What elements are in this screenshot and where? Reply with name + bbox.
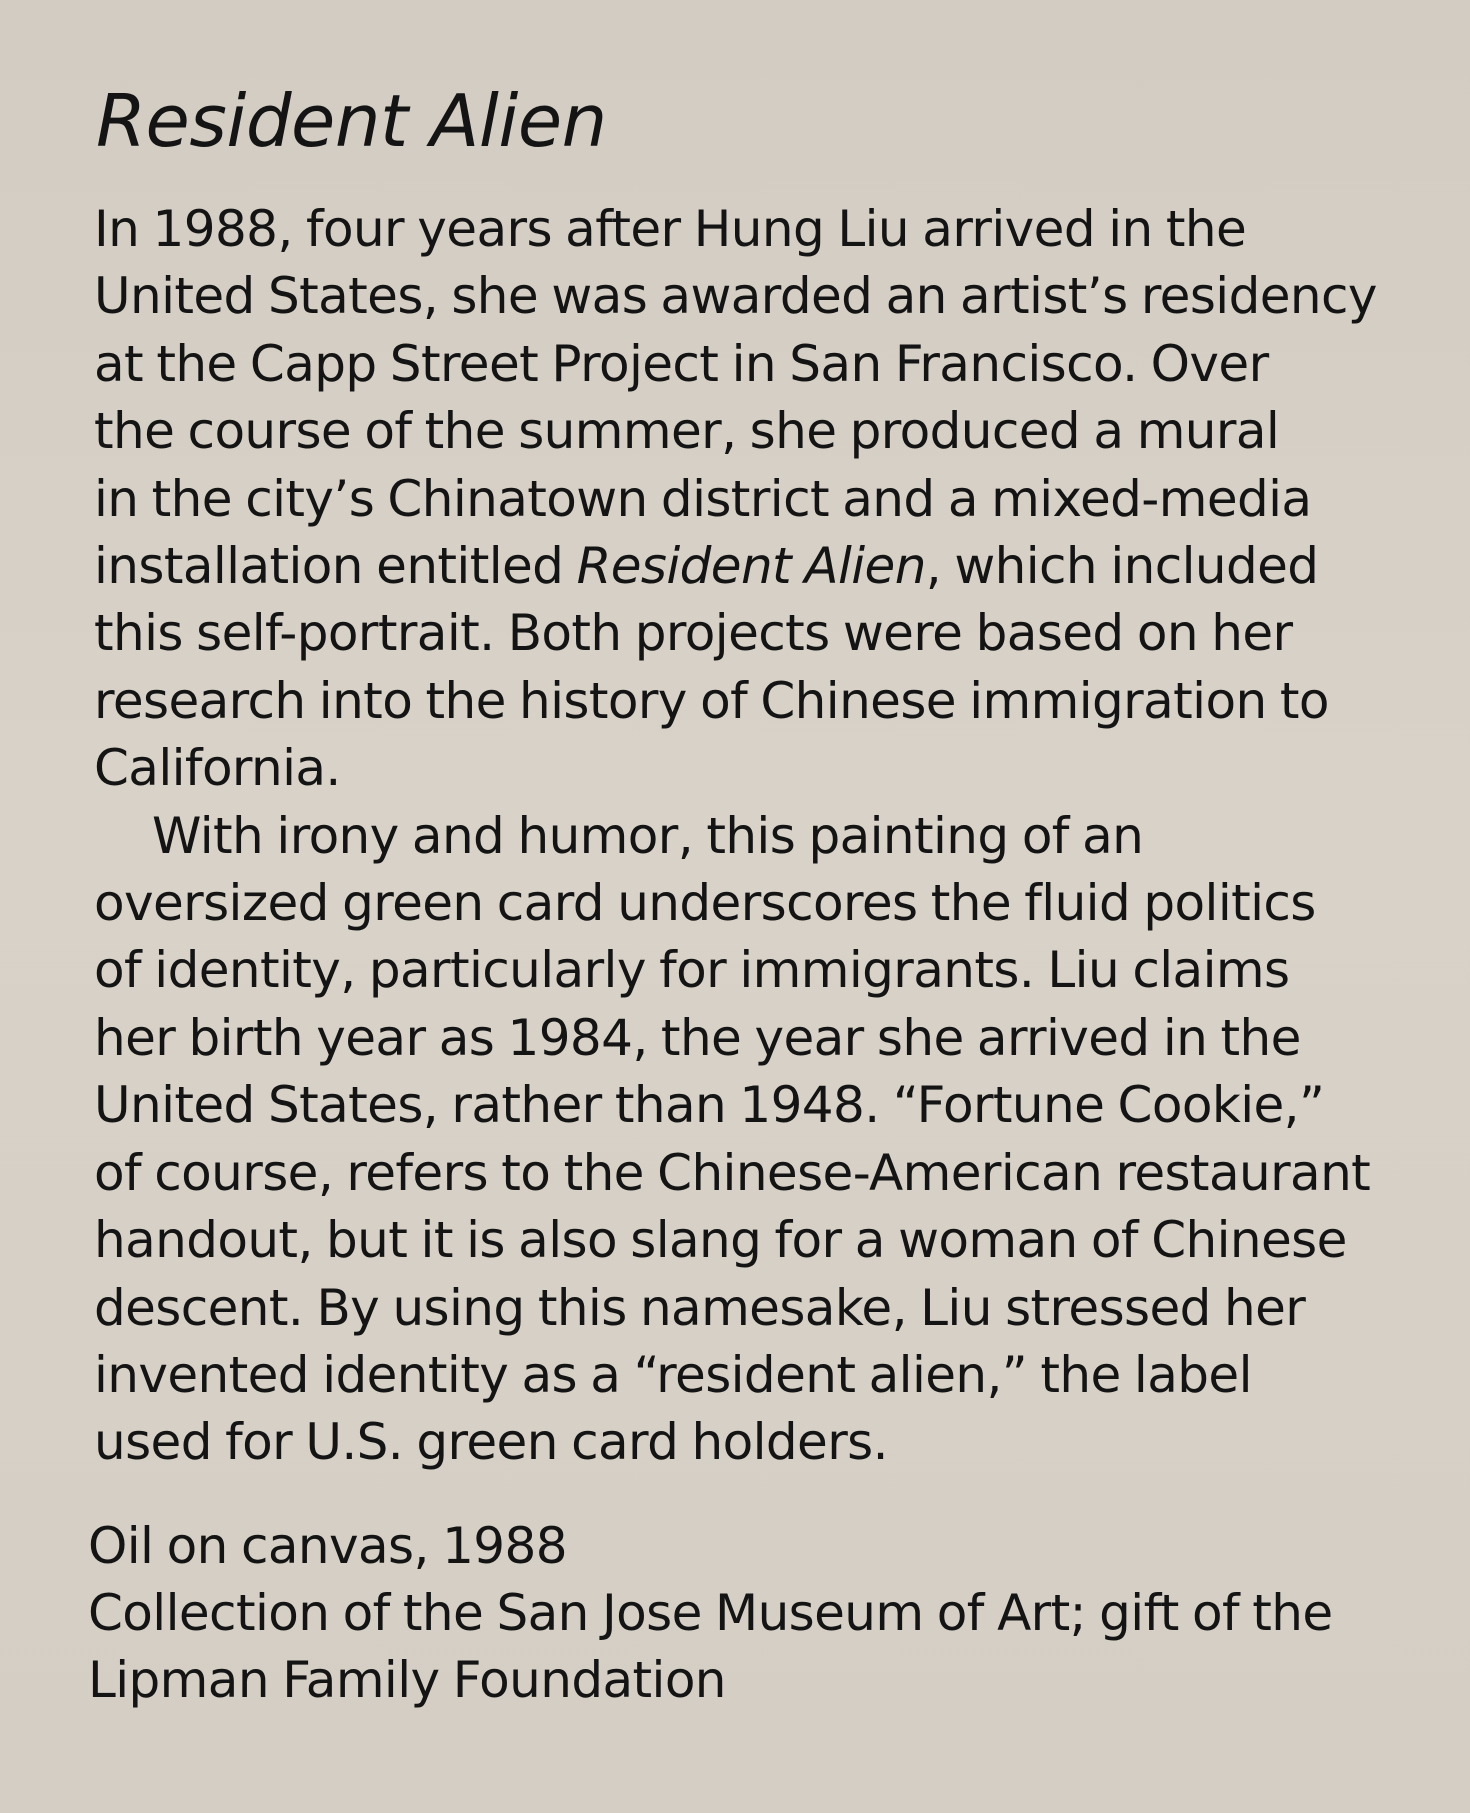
text-line: California.: [94, 739, 341, 798]
text-line: United States, she was awarded an artist’s residency: [94, 267, 1377, 326]
text-line: descent. By using this namesake, Liu stressed her: [94, 1278, 1306, 1337]
italic-artwork-title: Resident Alien: [576, 537, 926, 596]
text-line: this self-portrait. Both projects were based on her: [94, 604, 1293, 663]
text-segment: installation entitled: [94, 537, 577, 596]
text-line: used for U.S. green card holders.: [94, 1413, 888, 1472]
text-line: In 1988, four years after Hung Liu arrived in the: [94, 200, 1247, 258]
text-line-with-italic-title: [94, 533, 1434, 600]
text-line: oversized green card underscores the fluid politics: [94, 874, 1316, 933]
text-line: the course of the summer, she produced a mural: [94, 402, 1280, 461]
paragraph-1: [94, 196, 1434, 803]
paragraph-2: [94, 803, 1434, 1477]
text-line: her birth year as 1984, the year she arrived in the: [94, 1008, 1301, 1067]
credit-line: [88, 1513, 1448, 1714]
description-text: [94, 196, 1434, 1477]
text-line: United States, rather than 1948. “Fortune Cookie,”: [94, 1076, 1325, 1135]
medium-and-date: Oil on canvas, 1988: [88, 1517, 567, 1575]
text-line-indented: With irony and humor, this painting of an: [152, 806, 1144, 865]
text-line: of course, refers to the Chinese-American restaurant: [94, 1143, 1371, 1202]
text-line: invented identity as a “resident alien,” the label: [94, 1345, 1252, 1404]
text-line: handout, but it is also slang for a woman of Chinese: [94, 1211, 1347, 1270]
text-segment: , which included: [925, 537, 1319, 596]
text-line: at the Capp Street Project in San Francisco. Over: [94, 334, 1269, 393]
text-line: of identity, particularly for immigrants. Liu claims: [94, 941, 1290, 1000]
text-line: in the city’s Chinatown district and a mixed-media: [94, 469, 1312, 528]
collection-info-continued: Lipman Family Foundation: [88, 1651, 726, 1709]
text-line: research into the history of Chinese immigration to: [94, 671, 1329, 730]
artwork-title: Resident Alien: [96, 79, 607, 163]
collection-info: Collection of the San Jose Museum of Art; gift of the: [88, 1584, 1333, 1642]
